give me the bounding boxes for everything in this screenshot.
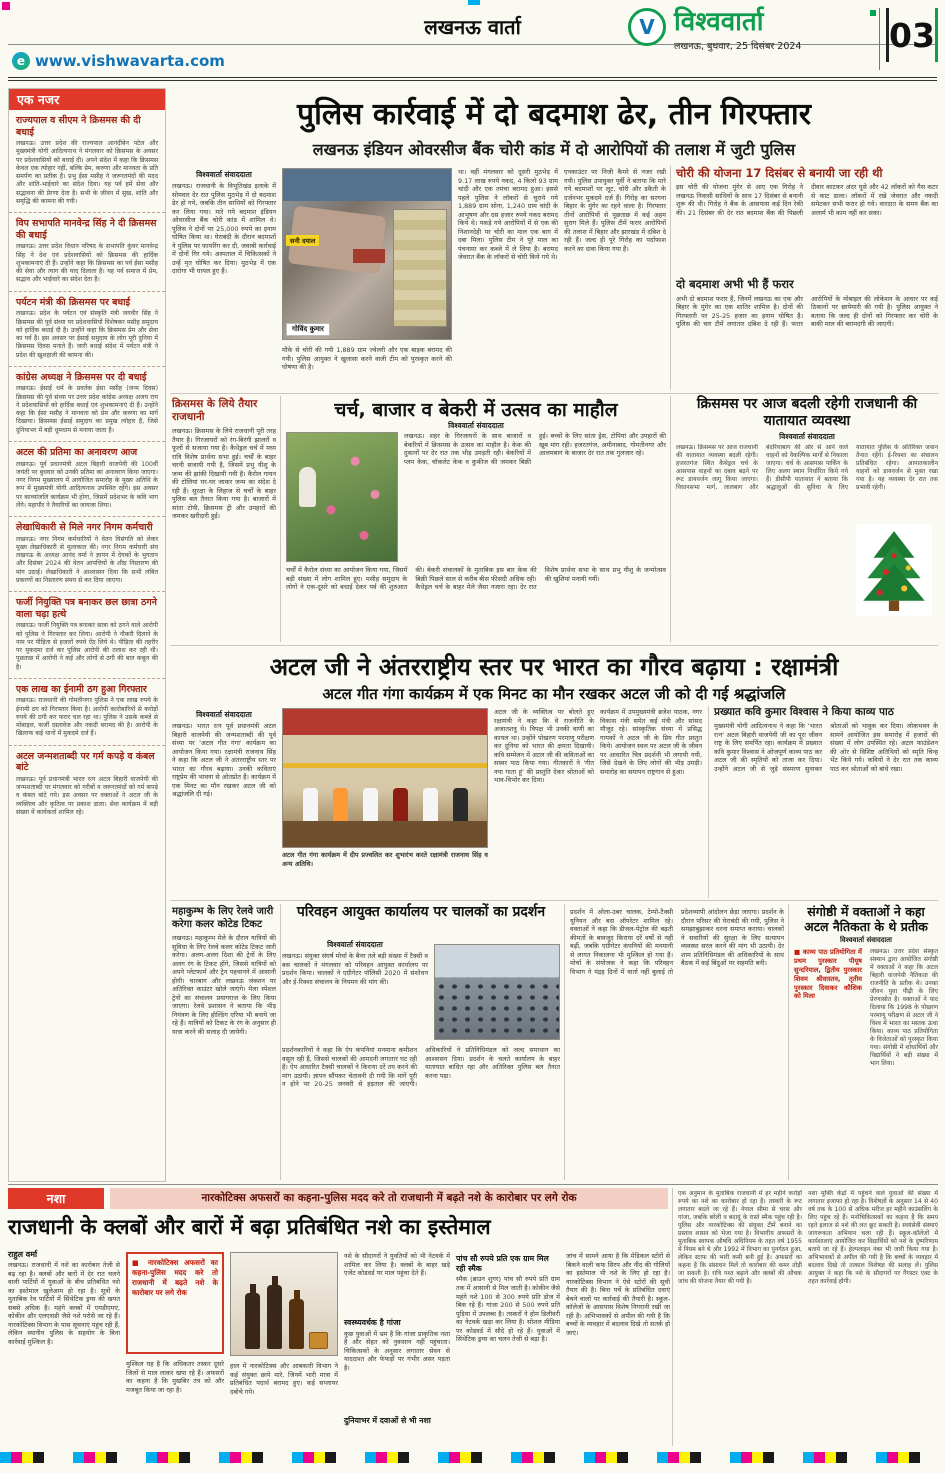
article-column: मुश्किल यह है कि अधिकतर तस्कर दूसरे जिलों से माल लाकर खपा रहे हैं। अफसरों का कहना है कि मुखबिर तंत्र को और मजबूत किया जा रहा है। [126,1360,224,1394]
brand-logo-icon: V [628,8,666,46]
highlight-body: काव्य पाठ प्रतियोगिता में प्रथम पुरस्कार पीयूष सुन्दरियाल, द्वितीय पुरस्कार शिवम श्रीवास्तव, तृतीय पुरस्कार दिवाकर कौशिक को मिला [794,948,862,1001]
article-column: कुछ युवाओं में भ्रम है कि गांजा प्राकृतिक नशा है और सेहत को नुकसान नहीं पहुंचाता। चिकित्सकों के अनुसार लगातार सेवन से याददाश्त और फेफड़ों पर गंभीर असर पड़ता है। [344,1329,450,1372]
byline: विश्ववार्ता संवाददाता [448,421,504,430]
divider [170,900,938,901]
photo-caption: गोविंद कुमार [286,323,330,336]
photo-detail [363,788,378,821]
protest-photo [434,944,560,1040]
news-brief [9,110,165,213]
article-column: लखनऊ। महाकुम्भ मेले के दौरान यात्रियों की सुविधा के लिए रेलवे कलर कोटेड टिकट जारी करेगा। अलग-अलग दिशा की ट्रेनों के लिए अलग रंग के टिकट होंगे, जिससे यात्रियों को अपने प्लेटफार्म और ट्रेन पहचानने में आसानी होगी। चारबाग और लखनऊ जंक्शन पर अतिरिक्त काउंटर खोले जाएंगे। मेला स्पेशल ट्रेनों का संचालन प्रयागराज के लिए किया जाएगा। रेलवे प्रशासन ने बताया कि भीड़ नियंत्रण के लिए होल्डिंग एरिया भी बनाये जा रहे हैं। यात्रियों को टिकट के रंग के अनुसार ही यात्रा करने की सलाह दी जायेगी। [172,934,276,1036]
divider [788,904,789,1180]
divider [879,8,880,70]
sub-headline: पांच सौ रुपये प्रति एक ग्राम मिल रही स्मैक [456,1254,549,1273]
cmyk-color-bars [0,1452,945,1463]
print-mark [468,0,480,5]
seminar-story [794,904,938,1158]
section-tag: नशा [8,1188,104,1209]
section-headline: चोरी की योजना 17 दिसंबर से बनायी जा रही थी [676,166,883,180]
article-column: अटल जी के व्यक्तित्व पर बोलते हुए रक्षामंत्री ने कहा कि वे राजनीति के अजातशत्रु थे। विपक्ष भी उनकी वाणी का कायल था। उन्होंने पोखरण परमाणु परीक्षण कर दुनिया को भारत की क्षमता दिखायी। कवि सम्मेलन में अटल जी की कविताओं का सस्वर पाठ किया गया। गीतकारों ने 'गीत नया गाता हूं' की प्रस्तुति देकर श्रोताओं को भाव-विभोर कर दिया। [494,708,594,785]
brief-title: फर्जी नियुक्ति पत्र बनाकर छल छात्रा ठगने वाला चढ़ा हत्थे [16,597,157,620]
article-column: मौके से चोरी की गयी 1,889 ग्राम ज्वेलरी और एक बाइक बरामद की गयी। पुलिस आयुक्त ने खुलासा करने वाली टीम को पुरस्कृत करने की घोषणा की है। [282,346,452,372]
church-photo [286,432,398,562]
article-column: लखनऊ। शहर के गिरजाघरों के साथ बाजारों व बेकरियों में क्रिसमस के उत्सव का माहौल है। केक की दुकानों पर देर रात तक भीड़ उमड़ती रही। बेकरियों में प्लम केक, चॉकलेट केक व कुकीज की जमकर बिक्री हुई। बच्चों के लिए सांता ड्रेस, टोपियां और उपहारों की खूब मांग रही। हजरतगंज, अमीनाबाद, गोमतीनगर और आलमबाग के बाजार देर रात तक गुलजार रहे। [404,432,666,466]
article-column: मुख्यमंत्री योगी आदित्यनाथ ने कहा कि 'भारत रत्न' अटल बिहारी वाजपेयी जी का पूरा जीवन राष्ट्र के लिए समर्पित रहा। कार्यक्रम में प्रख्यात कवि कुमार विश्वास ने ओजपूर्ण काव्य पाठ कर अटल जी की स्मृतियों को ताजा कर दिया। उन्होंने अटल जी से जुड़े संस्मरण सुनाकर श्रोताओं को भावुक कर दिया। लोकभवन के सामने आयोजित इस समारोह में हजारों की संख्या में लोग उपस्थित रहे। अटल फाउंडेशन की ओर से विशिष्ट अतिथियों को स्मृति चिन्ह भेंट किये गये। कवियों ने देर रात तक काव्य पाठ कर श्रोताओं को बांधे रखा। [714,722,938,773]
railway-story [172,906,276,1146]
brief-body: लखनऊ। राजधानी की गोमतीनगर पुलिस ने एक लाख रुपये के ईनामी ठग को गिरफ्तार किया है। आरोपी कारोबारियों से करोड़ों रुपये की ठगी कर फरार चल रहा था। पुलिस ने उसके कब्जे से मोबाइल, फर्जी दस्तावेज और नकदी बरामद की है। आरोपी के खिलाफ कई थानों में मुकदमे दर्ज हैं। [16,697,158,738]
ready-city-story [172,398,276,641]
photo-detail [309,1332,328,1349]
divider [280,396,281,642]
news-brief [9,292,165,367]
article-column: इस चोरी की योजना मुंगेर से आए एक गिरोह ने लखनऊ निवासी साथियों के साथ 17 दिसंबर से बनानी शुरू की थी। गिरोह ने बैंक के आसपास कई दिन रेकी की। 21 दिसंबर की देर रात बदमाश बैंक की पिछली दीवार काटकर अंदर घुसे और 42 लॉकरों को गैस कटर से काट डाला। लॉकरों में रखे जेवरात और नकदी समेटकर सभी फरार हो गये। वारदात के समय बैंक का अलार्म भी काम नहीं कर सका। [676,183,938,217]
lead-headline: पुलिस कार्रवाई में दो बदमाश ढेर, तीन गिरफ्तार [297,97,811,132]
article-column: लखनऊ। भारत रत्न पूर्व प्रधानमंत्री अटल बिहारी वाजपेयी की जन्मशताब्दी की पूर्व संध्या पर 'अटल गीत गंगा' कार्यक्रम का आयोजन किया गया। रक्षामंत्री राजनाथ सिंह ने कहा कि अटल जी ने अंतरराष्ट्रीय स्तर पर भारत का गौरव बढ़ाया। उनकी कविताएं राष्ट्रप्रेम की भावना से ओतप्रोत हैं। कार्यक्रम में एक मिनट का मौन रखकर अटल जी को श्रद्धांजलि दी गई। [172,722,276,799]
article-column: लखनऊ। क्रिसमस के लिये राजधानी पूरी तरह तैयार है। गिरजाघरों को रंग-बिरंगी झालरों व फूलों से सजाया गया है। कैथेड्रल चर्च में मध्य रात्रि विशेष प्रार्थना सभा हुई। चर्चों के बाहर चरनी सजायी गयी है, जिसमें प्रभु यीशु के जन्म की झांकी दिखायी गयी है। कैरोल गायन की टोलियां घर-घर जाकर जन्म का संदेश दे रही हैं। सुरक्षा के लिहाज से चर्चों के बाहर पुलिस बल तैनात किया गया है। बाजारों में सांता टोपी, क्रिसमस ट्री और उपहारों की जमकर खरीदारी हुई। [172,427,276,521]
brief-title: राज्यपाल व सीएम ने क्रिसमस की दी बधाई [16,115,141,138]
globe-icon: e [12,52,30,70]
photo-detail [299,467,316,507]
bullet-icon: ■ [132,1258,143,1267]
kicker-strip: नारकोटिक्स अफसरों का कहना-पुलिस मदद करे तो राजधानी में बढ़ते नशे के कारोबार पर लगे रोक [110,1188,668,1209]
bullet-icon: ■ [794,948,801,956]
brief-title: अटल की प्रतिमा का अनावरण आज [16,446,138,458]
article-column: प्रदर्शन में ओला-उबर चालक, टेम्पो-टैक्सी यूनियन और बस ऑपरेटर शामिल रहे। वक्ताओं ने कहा कि डीजल-पेट्रोल की बढ़ती कीमतों के बावजूद किराया दरें वर्षों से नहीं बढ़ीं, जबकि एग्रीगेटर कंपनियों की मनमानी से लागत निकालना भी मुश्किल हो गया है। मोर्चा के संयोजक ने कहा कि परिवहन विभाग ने पंद्रह दिनों में वार्ता नहीं बुलाई तो प्रदेशव्यापी आंदोलन छेड़ा जाएगा। प्रदर्शन के दौरान परिसर की घेराबंदी की गयी, पुलिस ने समझाबुझाकर धरना समाप्त कराया। चालकों ने सवारियों की सुरक्षा के लिए सत्यापन व्यवस्था सरल करने की मांग भी उठायी। देर शाम प्रतिनिधिमंडल की अधिकारियों के साथ बैठक में कई बिंदुओं पर सहमति बनी। [570,908,784,976]
news-brief [9,213,165,291]
news-brief [9,517,165,592]
article-column: जांच में सामने आया है कि मेडिकल स्टोरों से बिकने वाली कफ सिरप और नींद की गोलियों का इस्तेमाल भी नशे के लिए हो रहा है। नारकोटिक्स विभाग ने ऐसे स्टोरों की सूची तैयार की है। बिना पर्चे के प्रतिबंधित दवाएं बेचने वालों पर कार्रवाई की तैयारी है। स्कूल-कॉलेजों के आसपास विशेष निगरानी रखी जा रही है। अभिभावकों से अपील की गयी है कि बच्चों के व्यवहार में बदलाव दिखे तो सतर्क हो जाएं। [566,1252,670,1337]
atal-subhead: अटल गीत गंगा कार्यक्रम में एक मिनट का मौन रखकर अटल जी को दी गई श्रद्धांजलि [322,685,786,703]
article-column: लखनऊ। राजधानी में नशे का कारोबार तेजी से बढ़ रहा है। क्लबों और बारों में देर रात चलने वाली पार्टियों में युवाओं के बीच प्रतिबंधित नशे का इस्तेमाल खुलेआम हो रहा है। सूत्रों के मुताबिक रेव पार्टियों में सिंथेटिक ड्रग्स की खपत सबसे अधिक है। महंगे क्लबों में एमडीएमए, कोकीन और एलएसडी जैसे नशे परोसे जा रहे हैं। नारकोटिक्स विभाग के पास सूचनाएं पहुंच रही हैं, लेकिन स्थानीय पुलिस के सहयोग के बिना कार्रवाई मुश्किल है। [8,1261,120,1346]
divider [8,77,937,81]
article-column: नशा मुक्ति केंद्रों में पहुंचने वाले युवाओं की संख्या में लगातार इजाफा हो रहा है। विशेषज्ञों के अनुसार 14 से 40 वर्ष तक के 100 से अधिक मरीज हर महीने काउंसलिंग के लिए पहुंच रहे हैं। मनोचिकित्सकों का कहना है कि समय रहते इलाज से नशे की लत छूट सकती है। स्वयंसेवी संस्थाएं जागरूकता अभियान चला रही हैं। स्कूल-कॉलेजों में कार्यशालाएं आयोजित कर विद्यार्थियों को नशे के दुष्परिणाम बताये जा रहे हैं। हेल्पलाइन नंबर भी जारी किया गया है। अभिभावकों से अपील की गयी है कि बच्चों के व्यवहार में बदलाव दिखे तो तत्काल विशेषज्ञ की सलाह लें। पुलिस आयुक्त ने कहा कि नशे के सौदागरों पर गैंगस्टर एक्ट के तहत कार्रवाई होगी। [808,1190,938,1286]
atal-headline: अटल जी ने अंतरराष्ट्रीय स्तर पर भारत का गौरव बढ़ाया : रक्षामंत्री [269,653,839,681]
brief-body: लखनऊ। नगर निगम कर्मचारियों ने वेतन विसंगति को लेकर मुख्य लेखाधिकारी से मुलाकात की। नगर निगम कर्मचारी संघ लखनऊ के अध्यक्ष आनंद वर्मा ने ज्ञापन में देयकों के भुगतान और दिसंबर 2024 की वेतन आपत्तियों के शीघ्र निस्तारण की मांग उठाई। लेखाधिकारी ने आश्वासन दिया कि सभी लंबित प्रकरणों का निस्तारण समय से कर दिया जाएगा। [16,535,158,584]
photo-caption: अटल गीत गंगा कार्यक्रम में दीप प्रज्वलित कर शुभारंभ करते रक्षामंत्री राजनाथ सिंह व अन्य अतिथि। [282,851,488,868]
article-column: था। वहीं मंगलवार को दूसरी मुठभेड़ में 9.17 लाख रुपये नकद, 4 किलो 93 ग्राम चांदी और एक तमंचा बरामद हुआ। इससे पहले पुलिस ने लॉकरों से चुराये गये 1,889 ग्राम सोना, 1,240 ग्राम चांदी के आभूषण और दस हजार रुपये नकद बरामद किये थे। पकड़े गये आरोपियों में से एक की निशानदेही पर चोरी का माल एक बाग में दबा मिला। पुलिस टीम ने पूरे माल का पंचनामा कर कब्जे में ले लिया है। बरामद जेवरात बैंक के लॉकरों से चोरी किये गये थे। [458,168,558,262]
liquor-drugs-photo [230,1252,338,1356]
brief-body: लखनऊ। पूर्व प्रधानमंत्री अटल बिहारी वाजपेयी की 100वीं जयंती पर बुधवार को उनकी प्रतिमा का अनावरण किया जाएगा। नगर निगम मुख्यालय में आयोजित समारोह के मुख्य अतिथि के रूप में मुख्यमंत्री योगी आदित्यनाथ उपस्थित रहेंगे। इस अवसर पर काव्यांजलि कार्यक्रम भी होगा, जिसमें प्रदेशभर के कवि भाग लेंगे। महापौर ने तैयारियों का जायजा लिया। [16,460,158,509]
photo-detail [393,209,447,327]
brief-title: विप सभापति मानवेन्द्र सिंह ने दी क्रिसमस की बधाई [16,218,157,241]
brief-body: लखनऊ। पूर्व प्रधानमंत्री भारत रत्न अटल बिहारी वाजपेयी की जन्मशताब्दी पर मंगलवार को गरीबों व जरूरतमंदों को गर्म कपड़े व कंबल बांटे गये। इस अवसर पर वक्ताओं ने अटल जी के व्यक्तित्व और कृतित्व पर प्रकाश डाला। सेवा कार्यक्रम में बड़ी संख्या में कार्यकर्ता शामिल रहे। [16,775,158,816]
photo-detail [453,788,468,821]
news-brief [9,367,165,442]
brief-body: लखनऊ। उत्तर प्रदेश विधान परिषद के सभापति कुंवर मानवेन्द्र सिंह ने देश एवं प्रदेशवासियों को क्रिसमस की हार्दिक शुभकामनाएं दी हैं। उन्होंने कहा कि क्रिसमस का पर्व ईसा मसीह की सेवा और त्याग की याद दिलाता है। यह पर्व समाज में प्रेम, सद्भाव और भाईचारे का संदेश देता है। [16,243,158,284]
photo-detail [283,169,452,201]
divider [8,1184,938,1185]
section-headline: संगोष्ठी में वक्ताओं ने कहा अटल नैतिकता के थे प्रतीक [804,904,928,934]
sub-headline: स्वस्थ्यवर्धक है गांजा [344,1318,401,1327]
article-column: नशे के सौदागरों ने युवतियों को भी नेटवर्क में शामिल कर लिया है। क्लबों के बाहर खड़े एजेंट कोडवर्ड पर माल पहुंचा देते हैं। [344,1252,450,1278]
article-column: हाल में नारकोटिक्स और आबकारी विभाग ने कई संयुक्त छापे मारे, जिनमें भारी मात्रा में प्रतिबंधित पदार्थ बरामद हुए। कई सप्लायर दबोचे गये। [230,1362,338,1396]
nasha-column-4 [344,1252,450,1427]
news-brief [9,442,165,517]
divider [672,1188,673,1446]
article-column: लखनऊ। क्रिसमस पर आज राजधानी की यातायात व्यवस्था बदली रहेगी। हजरतगंज स्थित कैथेड्रल चर्च के आसपास वाहनों का दबाव बढ़ने पर रूट डायवर्जन लागू किया जाएगा। विधानसभा मार्ग, लालबाग और बंदरियाबाग की ओर से आने वाले वाहनों को वैकल्पिक मार्गों से निकाला जाएगा। चर्च के आसपास पार्किंग के लिए अलग स्थान निर्धारित किये गये हैं। डीसीपी यातायात ने बताया कि श्रद्धालुओं की सुविधा के लिए यातायात पुलिस के अतिरिक्त जवान तैनात रहेंगे। ई-रिक्शा का संचालन प्रतिबंधित रहेगा। आपातकालीन वाहनों को डायवर्जन से मुक्त रखा गया है। यह व्यवस्था देर रात तक प्रभावी रहेगी। [676,444,938,492]
section-headline: दो बदमाश अभी भी हैं फरार [676,277,794,292]
sidebar-briefs [8,88,166,1182]
article-column: लखनऊ। उत्तर प्रदेश संस्कृत संस्थान द्वारा आयोजित संगोष्ठी में वक्ताओं ने कहा कि अटल बिहारी वाजपेयी नैतिकता की राजनीति के प्रतीक थे। उनका जीवन युवा पीढ़ी के लिए प्रेरणास्रोत है। वक्ताओं ने याद दिलाया कि 1998 के पोखरण परमाणु परीक्षण से अटल जी ने विश्व में भारत का मस्तक ऊंचा किया। काव्य पाठ प्रतियोगिता के विजेताओं को पुरस्कृत किया गया। संगोष्ठी में शोधार्थियों और विद्यार्थियों ने बड़ी संख्या में भाग लिया। [870,948,938,1068]
brief-title: एक लाख का ईनामी ठग हुआ गिरफ्तार [16,683,147,695]
lead-photo [282,168,452,340]
section-headline: क्रिसमस के लिये तैयार राजधानी [172,398,258,424]
divider [670,396,671,642]
page-number: 03 [886,8,938,62]
news-brief [9,592,165,679]
byline: विश्ववार्ता संवाददाता [839,936,892,944]
photo-detail [423,788,438,821]
byline: विश्ववार्ता संवाददाता [327,940,383,949]
divider [170,393,938,394]
divider [280,904,281,1180]
page-title: लखनऊ वार्ता [424,15,521,39]
atal-side-story [714,706,938,882]
brief-title: अटल जन्मशताब्दी पर गर्म कपड़े व कंबल बांटे [16,750,155,774]
sub-headline: दुनियाभर में दवाओं से भी नशा [344,1415,431,1425]
article-column: लखनऊ। संयुक्त संघर्ष मोर्चा के बैनर तले बड़ी संख्या में टैक्सी व बस चालकों ने मंगलवार को परिवहन आयुक्त कार्यालय पर प्रदर्शन किया। चालकों ने एग्रीगेटर पॉलिसी 2020 में संशोधन और ई-रिक्शा संचालन के नियमन की मांग की। [282,952,428,986]
byline: विश्ववार्ता संवाददाता [779,432,835,441]
print-mark [2,2,10,10]
photo-detail [283,821,488,847]
brief-title: पर्यटन मंत्री की क्रिसमस पर बधाई [16,296,131,308]
article-column: एनकाउंटर पर निजी कैमरे से नजर रखी गयी। पुलिस उपायुक्त पूर्वी ने बताया कि मारे गये बदमाशों पर लूट, चोरी और डकैती के दर्जनभर मुकदमे दर्ज हैं। गिरोह का सरगना बिहार के मुंगेर का रहने वाला है। गिरफ्तार तीनों आरोपियों से पूछताछ में कई अहम सुराग मिले हैं। पुलिस टीमें फरार आरोपियों की तलाश में बिहार और झारखंड में दबिश दे रही हैं। जल्द ही पूरे गिरोह का पर्दाफाश करने का दावा किया गया है। [564,168,666,253]
lead-sidebar-story [676,166,938,383]
article-column: स्मैक (ब्राउन शुगर) पांच सौ रुपये प्रति ग्राम तक में आसानी से मिल जाती है। कोकीन जैसे महंगे नशे 100 से 300 रुपये प्रति डोज में बिक रहे हैं। गांजा 200 से 500 रुपये प्रति पुड़िया में उपलब्ध है। तस्करों ने होम डिलीवरी का नेटवर्क खड़ा कर लिया है। सोशल मीडिया पर कोडवर्ड में सौदे हो रहे हैं। युवाओं में सिंथेटिक ड्रग्स का चलन तेजी से बढ़ा है। [456,1275,560,1344]
photo-label: सनी दयाल [286,235,319,246]
edition-dateline: लखनऊ, बुधवार, 25 दिसंबर 2024 [674,40,802,52]
section-headline: परिवहन आयुक्त कार्यालय पर चालकों का प्रदर्शन [296,904,546,920]
byline: विश्ववार्ता संवाददाता [196,710,252,719]
brief-body: लखनऊ। प्रदेश के पर्यटन एवं संस्कृति मंत्री जयवीर सिंह ने क्रिसमस की पूर्व संध्या पर प्रदेशवासियों विशेषकर मसीह समुदाय को हार्दिक बधाई दी है। उन्होंने कहा कि क्रिसमस प्रेम और सेवा का पर्व है। इस अवसर पर ईसाई समुदाय के लोग पूरी दुनिया में क्रिसमस दिवस मनाते हैं। जारी बधाई संदेश में पर्यटन मंत्री ने प्रदेश की खुशहाली की कामना की। [16,310,158,359]
brief-title: कांग्रेस अध्यक्ष ने क्रिसमस पर दी बधाई [16,371,147,383]
article-column: कार्यक्रम में उपमुख्यमंत्री ब्रजेश पाठक, नगर विकास मंत्री समेत कई मंत्री और सांसद मौजूद रहे। सांस्कृतिक संध्या में प्रसिद्ध गायकों ने अटल जी के प्रिय गीत प्रस्तुत किये। आयोजन स्थल पर अटल जी के जीवन पर आधारित चित्र प्रदर्शनी भी लगायी गयी, जिसे देखने के लिए लोगों की भीड़ उमड़ी। समारोह का समापन राष्ट्रगान से हुआ। [600,708,702,776]
article-column: चर्चों में कैरोल संध्या का आयोजन किया गया, जिसमें बड़ी संख्या में लोग शामिल हुए। मसीह समुदाय के लोगों ने एक-दूसरे को बधाई देकर पर्व की शुरुआत की। बेकरी संचालकों के मुताबिक इस बार केक की बिक्री पिछले साल से करीब बीस फीसदी अधिक रही। कैथेड्रल चर्च के बाहर मेले जैसा नजारा रहा। देर रात विशेष प्रार्थना सभा के साथ प्रभु यीशु के जन्मोत्सव की खुशियां मनायी गयीं। [286,566,666,592]
nasha-headline: राजधानी के क्लबों और बारों में बढ़ा प्रतिबंधित नशे का इस्तेमाल [8,1215,491,1239]
brief-body: लखनऊ। फर्जी नियुक्ति पत्र बनाकर छात्रा को ठगने वाले आरोपी को पुलिस ने गिरफ्तार कर लिया। आरोपी ने नौकरी दिलाने के नाम पर पीड़िता से हजारों रुपये ऐंठ लिये थे। पीड़िता की तहरीर पर मुकदमा दर्ज कर पुलिस आरोपी की तलाश कर रही थी। पूछताछ में आरोपी ने कई और लोगों से ठगी की बात कबूल की है। [16,622,158,671]
article-column: अभी दो बदमाश फरार हैं, जिनमें लखनऊ का एक और बिहार के मुंगेर का एक शातिर शामिल है। दोनों की गिरफ्तारी पर 25-25 हजार का इनाम घोषित है। पुलिस की चार टीमें लगातार दबिश दे रही हैं। फरार आरोपियों के मोबाइल की लोकेशन के आधार पर कई ठिकानों पर छापेमारी की गयी है। पुलिस आयुक्त ने बताया कि जल्द ही दोनों को गिरफ्तार कर चोरी के बाकी माल की बरामदगी की जाएगी। [676,294,938,329]
divider [170,645,938,646]
pull-quote-box [126,1252,224,1354]
byline: राहुल वर्मा [8,1250,38,1259]
news-brief [9,746,165,823]
atal-event-photo [282,708,488,848]
pull-quote-text: नारकोटिक्स अफसरों का कहना-पुलिस मदद करे तो राजधानी में बढ़ते नशे के कारोबार पर लगे रोक [132,1258,218,1298]
photo-detail [303,788,318,821]
photo-detail [333,788,348,821]
brief-title: लेखाधिकारी से मिले नगर निगम कर्मचारी [16,522,153,534]
article-column: एक अनुमान के मुताबिक राजधानी में हर महीने करोड़ों रुपये का नशे का कारोबार हो रहा है। तस्करी के रूट लगातार बदले जा रहे हैं। नेपाल सीमा से चरस और गांजा, जबकि बरेली व बदायूं के रास्ते स्मैक पहुंच रही है। पुलिस और नारकोटिक्स की संयुक्त टीमें बनाने का प्रस्ताव शासन को भेजा गया है। विभागीय अफसरों के मुताबिक स्वापक औषधि अधिनियम के तहत वर्ष 1955 में नियम बने थे और 1992 में विभाग का पुनर्गठन हुआ, लेकिन स्टाफ की भारी कमी बनी हुई है। अफसरों का कहना है कि संसाधन मिलें तो कारोबार की कमर तोड़ी जा सकती है। रात्रि गश्त बढ़ाने और क्लबों की औचक जांच की योजना तैयार की गयी है। [678,1190,802,1286]
divider [564,904,565,1180]
photo-detail [283,763,488,768]
divider [670,166,671,390]
sidebar-header: एक नजर [9,89,165,110]
lead-subhead: लखनऊ इंडियन ओवरसीज बैंक चोरी कांड में दो आरोपियों की तलाश में जुटी पुलिस [312,140,796,159]
section-headline: प्रख्यात कवि कुमार विश्वास ने किया काव्य पाठ [714,706,894,718]
section-headline: चर्च, बाजार व बेकरी में उत्सव का माहौल [334,399,618,421]
christmas-tree-icon [856,524,932,616]
highlight-text [794,948,862,1001]
news-brief [9,679,165,746]
website-url: www.vishwavarta.com [35,52,225,70]
brief-body: लखनऊ। ईसाई धर्म के प्रवर्तक ईसा मसीह (जन्म दिवस) क्रिसमस की पूर्व संध्या पर उत्तर प्रदेश कांग्रेस अध्यक्ष अजय राय ने प्रदेशवासियों को हार्दिक बधाई एवं शुभकामनाएं दी हैं। उन्होंने कहा कि ईसा मसीह ने मानवता को प्रेम और करुणा का मार्ग दिखाया। क्रिसमस ईसाई समुदाय का प्रमुख त्योहार है, जिसे दुनियाभर में बड़ी धूमधाम से मनाया जाता है। [16,385,158,434]
brief-body: लखनऊ। उत्तर प्रदेश की राज्यपाल आनंदीबेन पटेल और मुख्यमंत्री योगी आदित्यनाथ ने मंगलवार को क्रिसमस के अवसर पर प्रदेशवासियों को बधाई दी। अपने संदेश में कहा कि क्रिसमस केवल एक त्योहार नहीं, बल्कि प्रेम, करुणा और मानवता के प्रति समर्पण का प्रतीक है। प्रभु ईसा मसीह ने जरूरतमंदों की मदद और शांति-भाईचारे का संदेश दिया। यह पर्व हमें सेवा और सद्भावना की प्रेरणा देता है। सभी के जीवन में सुख, शांति और समृद्धि की कामना की गयी। [16,140,158,205]
byline: विश्ववार्ता संवाददाता [196,170,252,179]
website-link[interactable] [12,52,225,70]
section-headline: महाकुम्भ के लिए रेलवे जारी करेगा कलर कोटेड टिकट [172,906,274,930]
photo-detail [393,788,408,821]
section-headline: क्रिसमस पर आज बदली रहेगी राजधानी की यातायात व्यवस्था [696,396,918,429]
masthead-brand [628,8,874,52]
divider [708,706,709,898]
brand-name: विश्ववार्ता [674,7,764,37]
article-column: लखनऊ। राजधानी के विभूतिखंड इलाके में सोमवार देर रात पुलिस मुठभेड़ में दो बदमाश ढेर हो गये, जबकि तीन साथियों को गिरफ्तार कर लिया गया। मारे गये बदमाश इंडियन ओवरसीज बैंक चोरी कांड में शामिल थे। पुलिस ने दोनों पर 25,000 रुपये का इनाम घोषित किया था। घेराबंदी के दौरान बदमाशों ने पुलिस पर फायरिंग कर दी, जवाबी कार्रवाई में दोनों गिर गये। अस्पताल में चिकित्सकों ने उन्हें मृत घोषित कर दिया। मुठभेड़ में एक दारोगा भी घायल हुए हैं। [172,182,276,276]
article-column: प्रदर्शनकारियों ने कहा कि ऐप कंपनियां मनमाना कमीशन वसूल रही हैं, जिससे चालकों की आमदनी लगातार घट रही है। ऐप आधारित टैक्सी चालकों ने किराया दरें तय करने की मांग उठायी। ज्ञापन सौंपकर चेतावनी दी गयी कि मांगें पूरी न होने पर 20-25 जनवरी से हड़ताल की जाएगी। अधिकारियों ने प्रतिनिधिमंडल को जल्द समाधान का आश्वासन दिया। प्रदर्शन के चलते कार्यालय के बाहर यातायात बाधित रहा और अतिरिक्त पुलिस बल तैनात करना पड़ा। [282,1046,560,1089]
nasha-column-5 [456,1252,560,1443]
photo-detail [353,249,385,263]
